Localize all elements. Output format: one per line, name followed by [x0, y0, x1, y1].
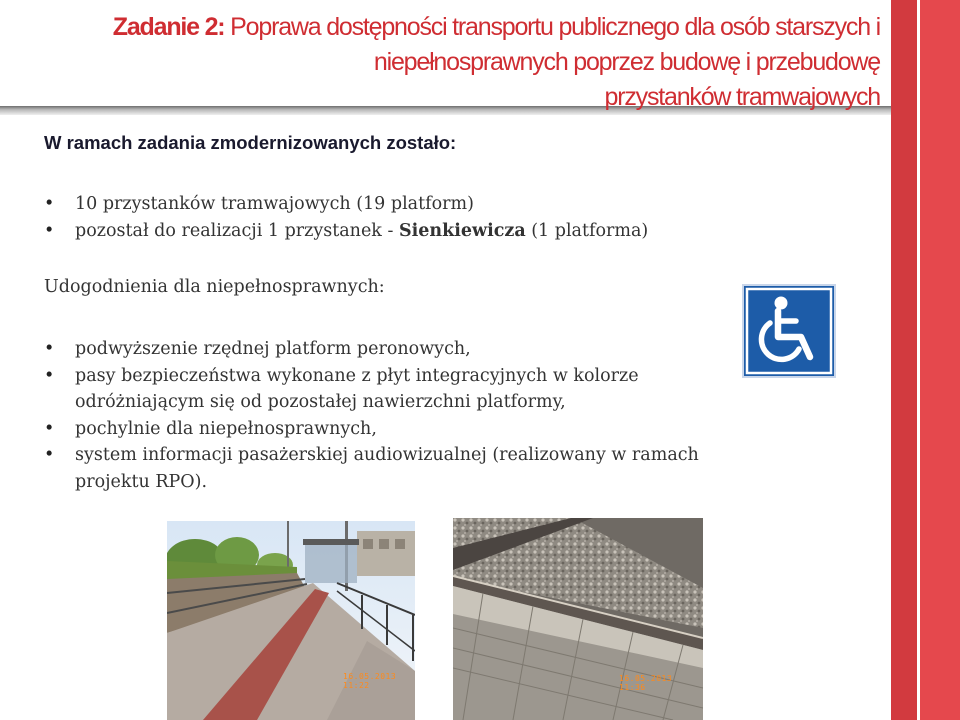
list-item-continuation: projektu RPO).	[75, 471, 208, 492]
completed-list	[44, 191, 648, 244]
photo-date-stamp: 16.05.2013 11:36	[619, 674, 673, 692]
faded-overlay-text: odnia	[774, 624, 814, 641]
list-item: • 10 przystanków tramwajowych (19 platform)	[44, 191, 648, 218]
amenities-heading: Udogodnienia dla niepełnosprawnych:	[44, 277, 385, 297]
photo-date-stamp: 16.05.2013 11:22	[343, 672, 397, 690]
photo-tram-stop	[167, 521, 415, 720]
stop-name: Sienkiewicza	[398, 220, 526, 241]
list-item	[44, 218, 648, 245]
title-line-2: niepełnosprawnych poprzez budowę i przebudowę	[373, 48, 880, 76]
wheelchair-sign	[741, 283, 837, 379]
slide-title	[60, 10, 880, 115]
title-lead: Zadanie 2:	[112, 13, 225, 41]
side-band-light	[920, 0, 960, 720]
list-item-text: (1 platforma)	[525, 220, 649, 241]
title-line-3: przystanków tramwajowych	[604, 83, 880, 111]
list-item: • pochylnie dla niepełnosprawnych,	[44, 416, 824, 443]
title-line-1-rest: Poprawa dostępności transportu publicznego dla osób starszych i	[224, 13, 880, 41]
photo-platform-edge	[453, 518, 703, 720]
list-item-text: pozostał do realizacji 1 przystanek -	[75, 220, 399, 241]
list-item: • system informacji pasażerskiej audiowizualnej (realizowany w ramach	[44, 442, 824, 469]
platform-photo-image	[167, 521, 415, 720]
list-item-continuation: odróżniającym się od pozostałej nawierzchni platformy,	[75, 392, 566, 412]
wheelchair-icon	[741, 283, 837, 379]
side-band-dark	[891, 0, 917, 720]
amenities-list	[44, 336, 824, 495]
intro-heading: W ramach zadania zmodernizowanych zostało:	[44, 132, 457, 153]
list-item: • podwyższenie rzędnej platform peronowych,	[44, 336, 824, 363]
title-line-1	[60, 10, 880, 45]
list-item: • pasy bezpieczeństwa wykonane z płyt integracyjnych w kolorze	[44, 363, 824, 390]
